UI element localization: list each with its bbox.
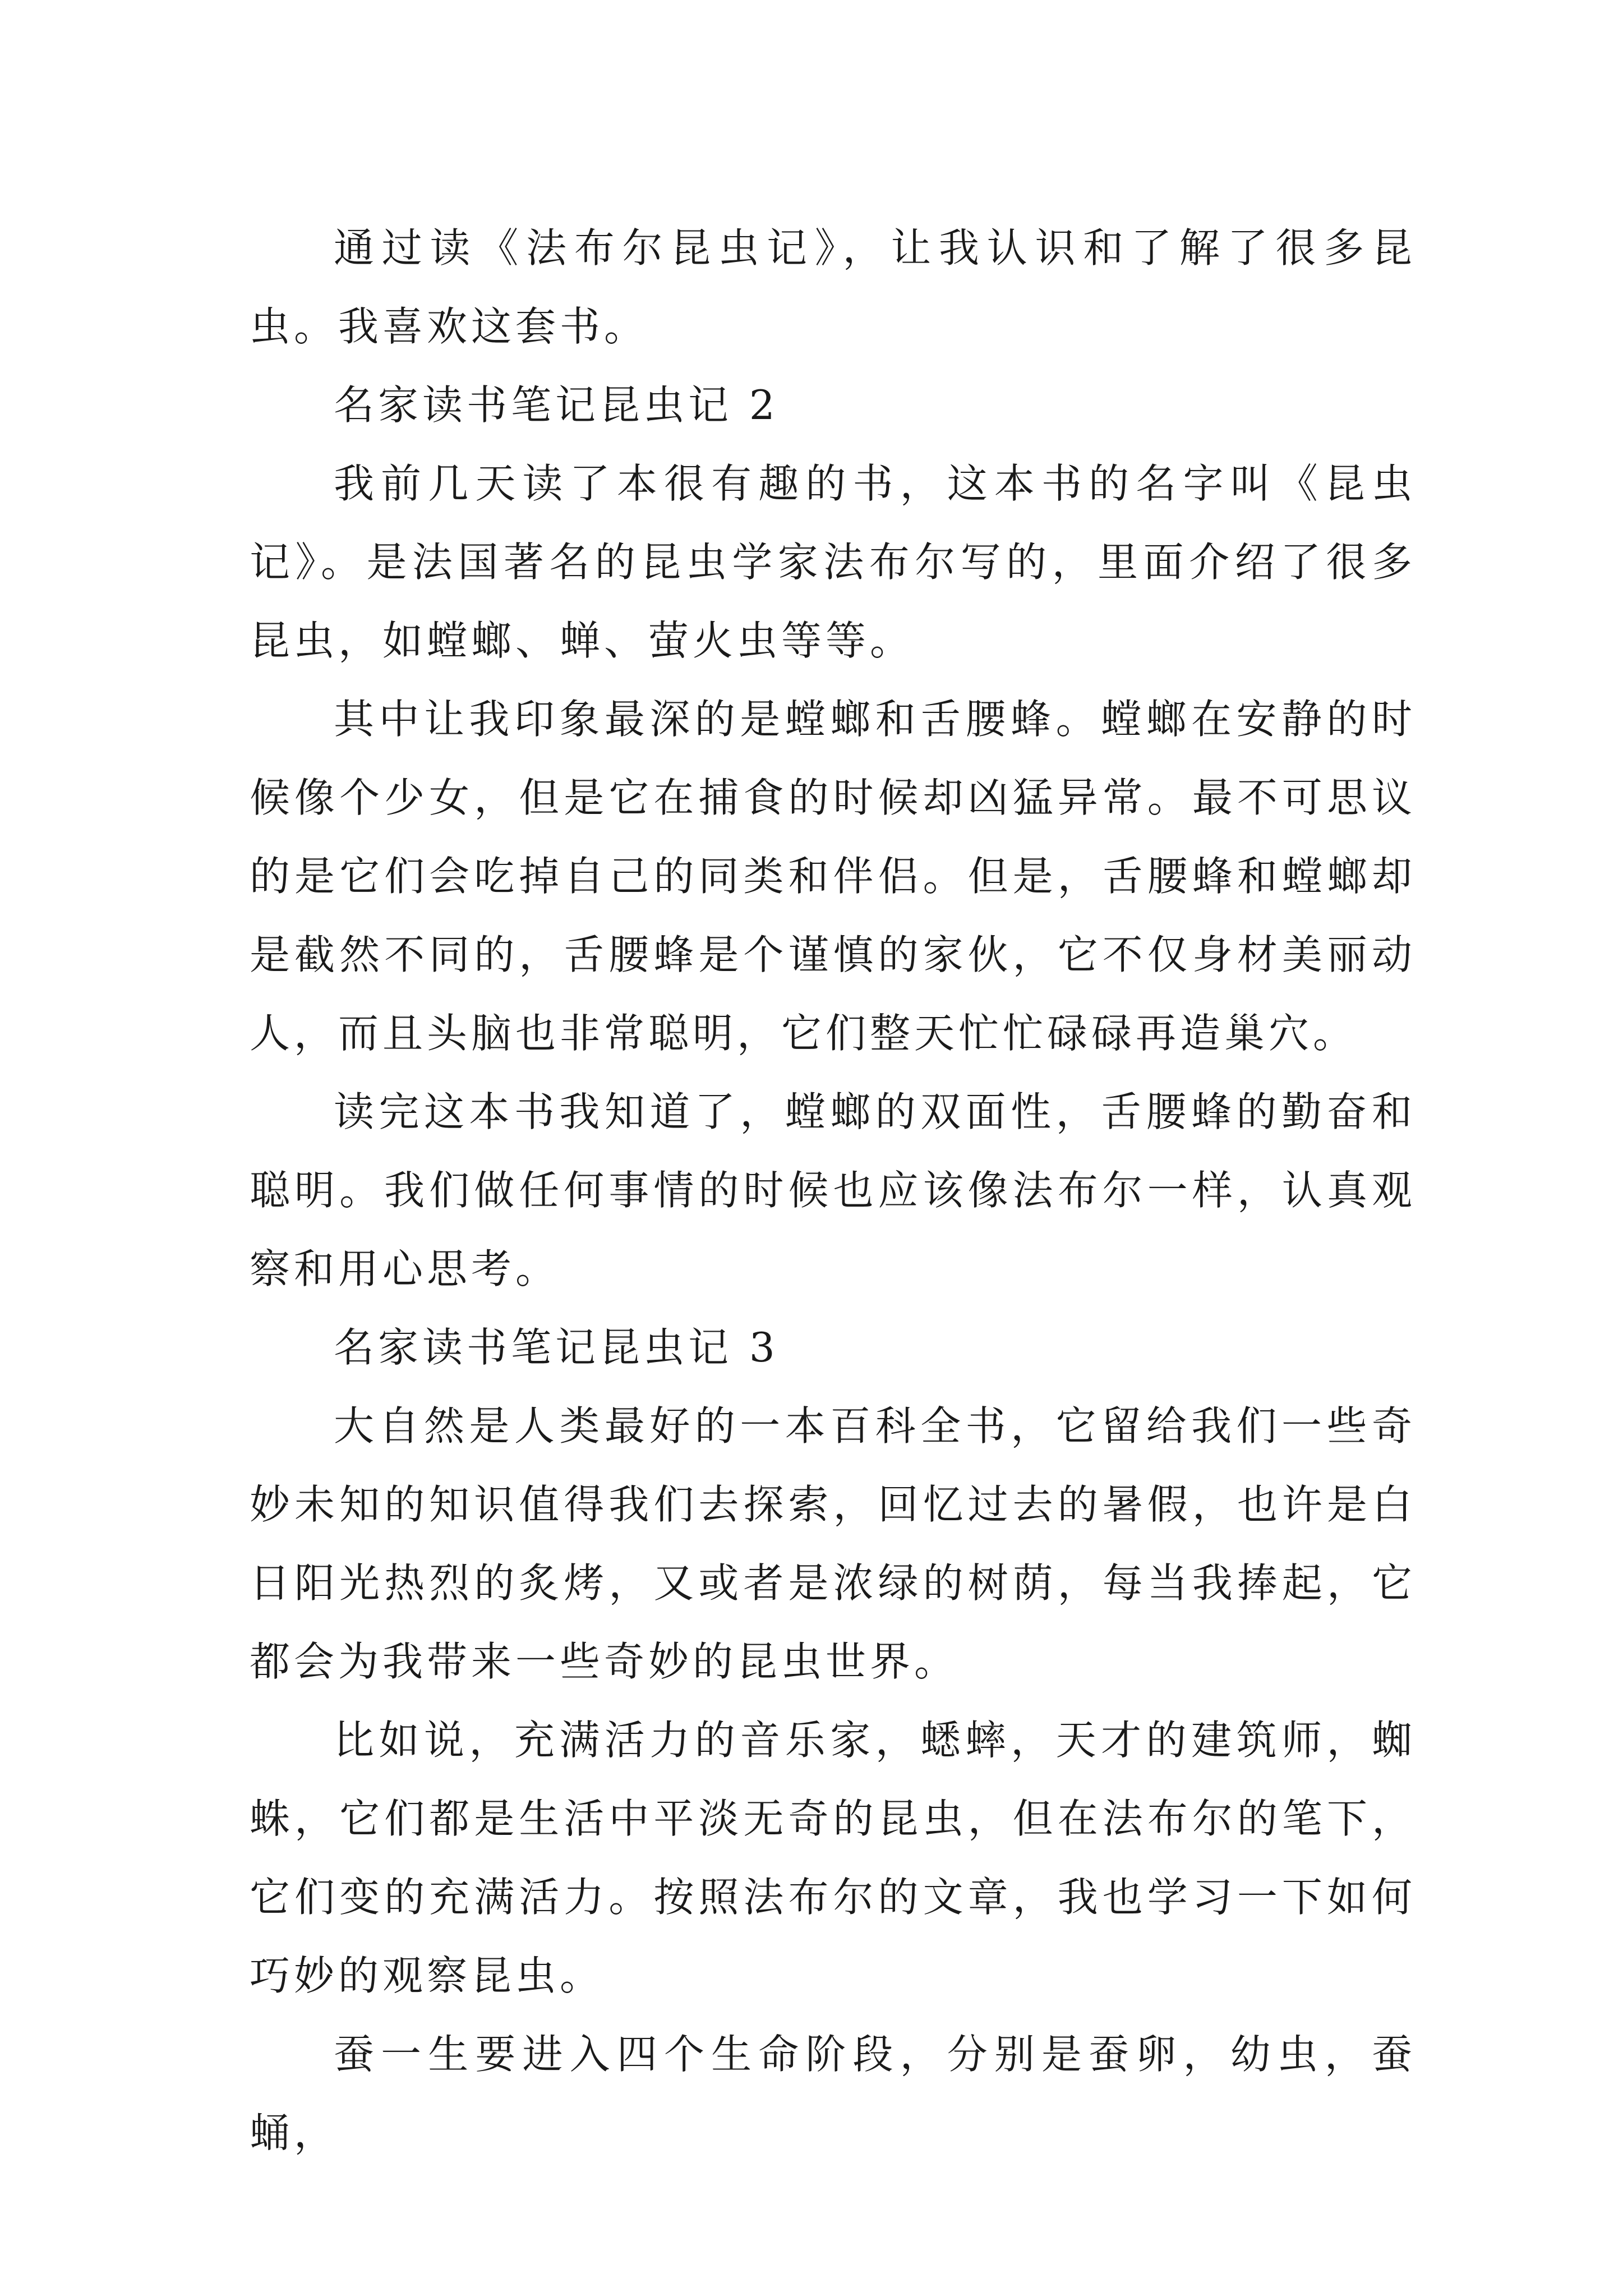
paragraph-examples: 比如说，充满活力的音乐家，蟋蟀，天才的建筑师，蜘蛛，它们都是生活中平淡无奇的昆虫，但在法布尔的笔下，它们变的充满活力。按照法布尔的文章，我也学习一下如何巧妙的观察昆虫。 <box>250 1717 1416 1999</box>
paragraph-conclusion: 读完这本书我知道了，螳螂的双面性，舌腰蜂的勤奋和聪明。我们做任何事情的时候也应该像法布尔一样，认真观察和用心思考。 <box>250 1088 1416 1292</box>
paragraph-silkworm: 蚕一生要进入四个生命阶段，分别是蚕卵，幼虫，蚕蛹， <box>250 2031 1416 2156</box>
section-heading-3: 名家读书笔记昆虫记 3 <box>334 1324 779 1371</box>
paragraph-nature: 大自然是人类最好的一本百科全书，它留给我们一些奇妙未知的知识值得我们去探索，回忆过去的暑假，也许是白日阳光热烈的炙烤，又或者是浓绿的树荫，每当我捧起，它都会为我带来一些奇妙的昆虫世界。 <box>250 1402 1416 1685</box>
document-body <box>250 209 1416 2172</box>
section-heading-2: 名家读书笔记昆虫记 2 <box>334 381 779 429</box>
paragraph-book-intro: 我前几天读了本很有趣的书，这本书的名字叫《昆虫记》。是法国著名的昆虫学家法布尔写的，里面介绍了很多昆虫，如螳螂、蝉、萤火虫等等。 <box>250 460 1416 664</box>
paragraph-intro-end: 通过读《法布尔昆虫记》，让我认识和了解了很多昆虫。我喜欢这套书。 <box>250 224 1416 350</box>
paragraph-mantis-wasp: 其中让我印象最深的是螳螂和舌腰蜂。螳螂在安静的时候像个少女，但是它在捕食的时候却凶猛异常。最不可思议的是它们会吃掉自己的同类和伴侣。但是，舌腰蜂和螳螂却是截然不同的，舌腰蜂是个谨慎的家伙，它不仅身材美丽动人，而且头脑也非常聪明，它们整天忙忙碌碌再造巢穴。 <box>250 696 1416 1057</box>
